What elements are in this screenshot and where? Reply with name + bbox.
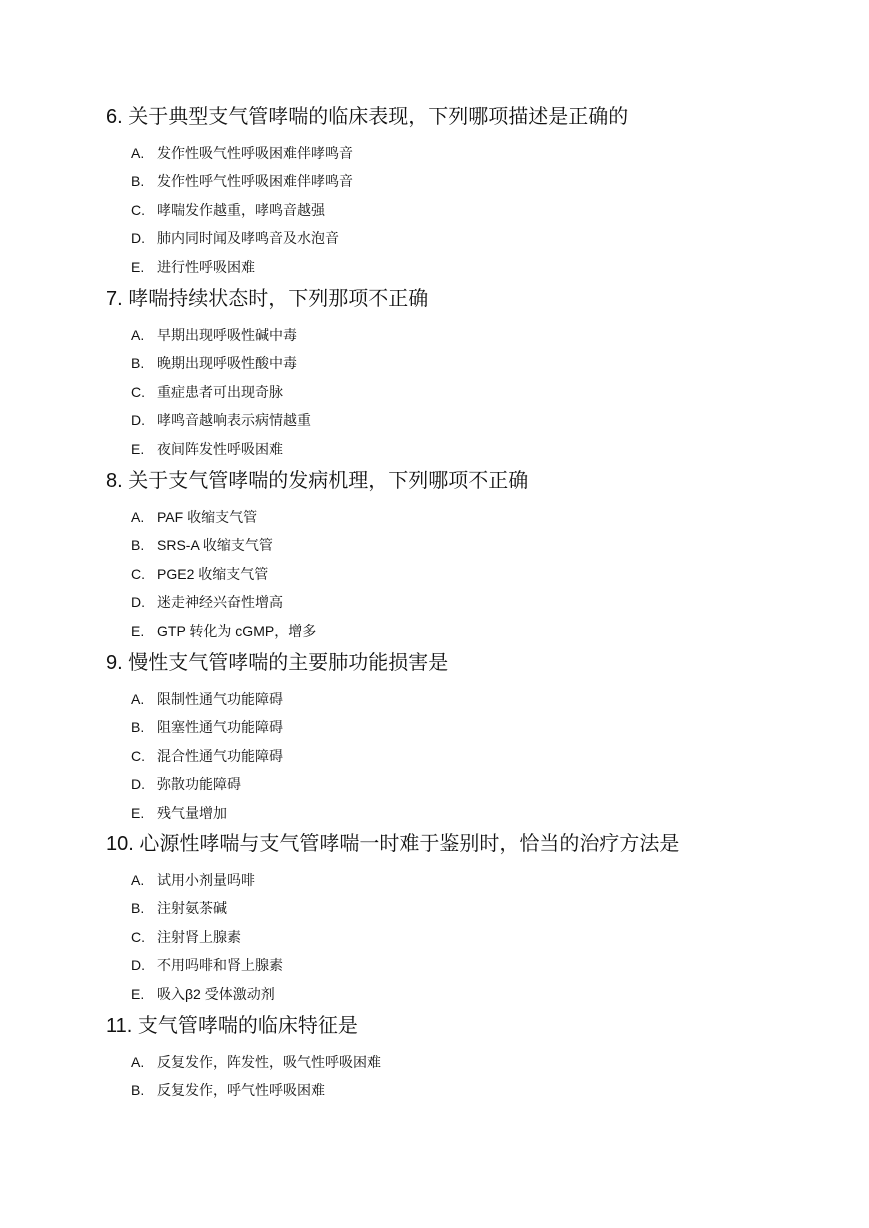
option-text: 发作性呼气性呼吸困难伴哮鸣音: [157, 173, 353, 190]
option-text: 注射氨茶碱: [157, 900, 227, 917]
option-b: [106, 713, 806, 741]
option-letter: D.: [131, 230, 145, 247]
option-e: [106, 799, 806, 827]
option-a: [106, 1048, 806, 1076]
option-letter: E.: [131, 804, 145, 821]
option-c: [106, 923, 806, 951]
option-letter: B.: [131, 355, 145, 372]
question-title: 7. 哮喘持续状态时，下列那项不正确: [106, 288, 429, 310]
option-b: [106, 894, 806, 922]
option-b: [106, 1076, 806, 1104]
option-b: [106, 167, 806, 195]
option-text: 反复发作，阵发性，吸气性呼吸困难: [157, 1054, 381, 1070]
option-text: 早期出现呼吸性碱中毒: [157, 327, 297, 343]
option-c: [106, 742, 806, 770]
option-text: 阻塞性通气功能障碍: [157, 719, 283, 736]
option-letter: B.: [131, 719, 145, 736]
option-a: [106, 139, 806, 167]
question-title: 10. 心源性哮喘与支气管哮喘一时难于鉴别时，恰当的治疗方法是: [106, 833, 680, 855]
option-text: 反复发作，呼气性呼吸困难: [157, 1082, 325, 1099]
option-d: [106, 588, 806, 616]
option-letter: E.: [131, 440, 145, 457]
option-letter: B.: [131, 537, 145, 554]
option-text: 重症患者可出现奇脉: [157, 383, 283, 400]
option-text: 残气量增加: [157, 804, 227, 821]
question-title: 6. 关于典型支气管哮喘的临床表现，下列哪项描述是正确的: [106, 106, 629, 128]
option-a: [106, 503, 806, 531]
option-list: [106, 685, 806, 827]
option-letter: A.: [131, 691, 145, 707]
question-10: [106, 830, 806, 1008]
question-9: [106, 649, 806, 827]
option-text: 进行性呼吸困难: [157, 258, 255, 275]
option-letter: E.: [131, 985, 145, 1002]
question-title: 8. 关于支气管哮喘的发病机理，下列哪项不正确: [106, 470, 529, 492]
option-text: 夜间阵发性呼吸困难: [157, 440, 283, 457]
question-11: [106, 1012, 806, 1105]
option-letter: A.: [131, 509, 145, 525]
option-letter: E.: [131, 258, 145, 275]
option-text: SRS-A 收缩支气管: [157, 537, 273, 554]
option-text: 限制性通气功能障碍: [157, 691, 283, 707]
option-b: [106, 349, 806, 377]
question-title: 9. 慢性支气管哮喘的主要肺功能损害是: [106, 652, 449, 674]
option-letter: C.: [131, 928, 145, 945]
option-letter: B.: [131, 1082, 145, 1099]
option-list: [106, 503, 806, 645]
option-list: [106, 139, 806, 281]
option-letter: C.: [131, 565, 145, 582]
option-letter: D.: [131, 957, 145, 974]
option-letter: E.: [131, 622, 145, 639]
option-text: 吸入β2 受体激动剂: [157, 985, 275, 1002]
option-c: [106, 560, 806, 588]
option-text: 晚期出现呼吸性酸中毒: [157, 355, 297, 372]
option-text: 混合性通气功能障碍: [157, 747, 283, 764]
option-text: PGE2 收缩支气管: [157, 565, 269, 582]
option-d: [106, 224, 806, 252]
option-c: [106, 378, 806, 406]
option-a: [106, 866, 806, 894]
option-text: 发作性吸气性呼吸困难伴哮鸣音: [157, 145, 353, 161]
option-letter: B.: [131, 173, 145, 190]
option-e: [106, 435, 806, 463]
option-list: [106, 1048, 806, 1105]
option-text: 迷走神经兴奋性增高: [157, 594, 283, 611]
option-list: [106, 321, 806, 463]
option-c: [106, 196, 806, 224]
option-letter: C.: [131, 383, 145, 400]
option-text: 哮鸣音越响表示病情越重: [157, 412, 311, 429]
option-text: 哮喘发作越重，哮鸣音越强: [157, 201, 325, 218]
option-e: [106, 980, 806, 1008]
option-text: 试用小剂量吗啡: [157, 872, 255, 888]
option-letter: A.: [131, 1054, 145, 1070]
option-letter: D.: [131, 776, 145, 793]
option-list: [106, 866, 806, 1008]
option-letter: D.: [131, 594, 145, 611]
option-e: [106, 253, 806, 281]
option-d: [106, 951, 806, 979]
option-a: [106, 321, 806, 349]
option-text: 注射肾上腺素: [157, 928, 241, 945]
option-a: [106, 685, 806, 713]
question-8: [106, 467, 806, 645]
option-text: 不用吗啡和肾上腺素: [157, 957, 283, 974]
option-text: 肺内同时闻及哮鸣音及水泡音: [157, 230, 339, 247]
question-6: [106, 103, 806, 281]
option-e: [106, 617, 806, 645]
option-b: [106, 531, 806, 559]
option-letter: A.: [131, 145, 145, 161]
option-text: 弥散功能障碍: [157, 776, 241, 793]
option-letter: D.: [131, 412, 145, 429]
option-text: GTP 转化为 cGMP，增多: [157, 622, 317, 639]
option-letter: A.: [131, 872, 145, 888]
option-letter: C.: [131, 747, 145, 764]
option-letter: C.: [131, 201, 145, 218]
option-letter: A.: [131, 327, 145, 343]
option-d: [106, 406, 806, 434]
option-text: PAF 收缩支气管: [157, 509, 258, 525]
option-d: [106, 770, 806, 798]
option-letter: B.: [131, 900, 145, 917]
question-7: [106, 285, 806, 463]
question-title: 11. 支气管哮喘的临床特征是: [106, 1015, 358, 1037]
